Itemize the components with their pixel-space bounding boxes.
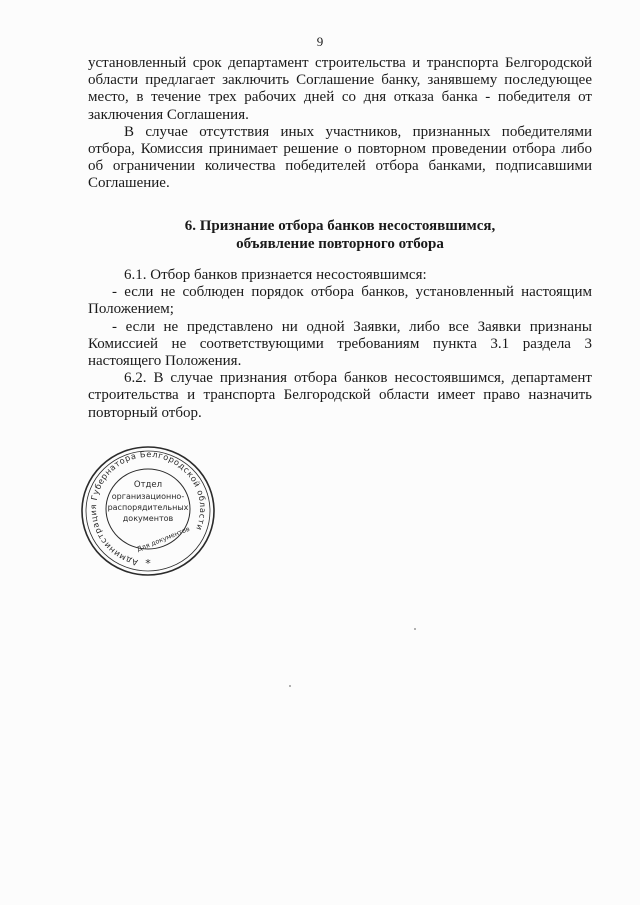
text-block-top: [88, 55, 592, 193]
stamp-ring-text: Администрация Губернатора Белгородской области: [87, 448, 209, 568]
paragraph-6-1-item-1: - если не соблюден порядок отбора банков, установленный настоящим Положением;: [88, 284, 592, 318]
paragraph-continuation: установленный срок департамент строительства и транспорта Белгородской области предлагает заключить Соглашение банку, занявшему последующее место, в течение трех рабочих дней со дня отказа банка - победителя от заключения Соглашения.: [88, 55, 592, 123]
stamp-center-line3: распорядительных: [107, 503, 189, 512]
stamp-center-line1: Отдел: [133, 480, 163, 490]
official-stamp: [78, 443, 218, 579]
stamp-star: *: [145, 557, 151, 570]
stamp-center-line4: документов: [122, 514, 174, 523]
section-heading-line2: объявление повторного отбора: [236, 235, 444, 252]
stamp-seal-graphic: [78, 443, 218, 579]
paragraph-6-1: 6.1. Отбор банков признается несостоявшимся:: [124, 267, 427, 283]
section-heading: [88, 218, 592, 253]
paragraph-no-participants: В случае отсутствия иных участников, признанных победителями отбора, Комиссия принимает решение о повторном проведении отбора либо об ограничении количества победителей отбора банками, подписавшими Соглашение.: [88, 123, 592, 192]
scan-speck: [289, 685, 291, 687]
page-number: 9: [316, 34, 324, 49]
text-block-section: [88, 267, 592, 422]
section-heading-line1: 6. Признание отбора банков несостоявшимся,: [184, 218, 496, 234]
paragraph-6-1-item-2: - если не представлено ни одной Заявки, либо все Заявки признаны Комиссией не соответствующими требованиям пункта 3.1 раздела 3 настоящего Положения.: [88, 318, 592, 370]
paragraph-6-2: 6.2. В случае признания отбора банков несостоявшимся, департамент строительства и транспорта Белгородской области имеет право назначить повторный отбор.: [88, 370, 592, 421]
stamp-center-line2: организационно-: [111, 492, 185, 501]
scan-speck: [414, 628, 416, 630]
stamp-bottom-text: Для документов: [135, 524, 191, 554]
